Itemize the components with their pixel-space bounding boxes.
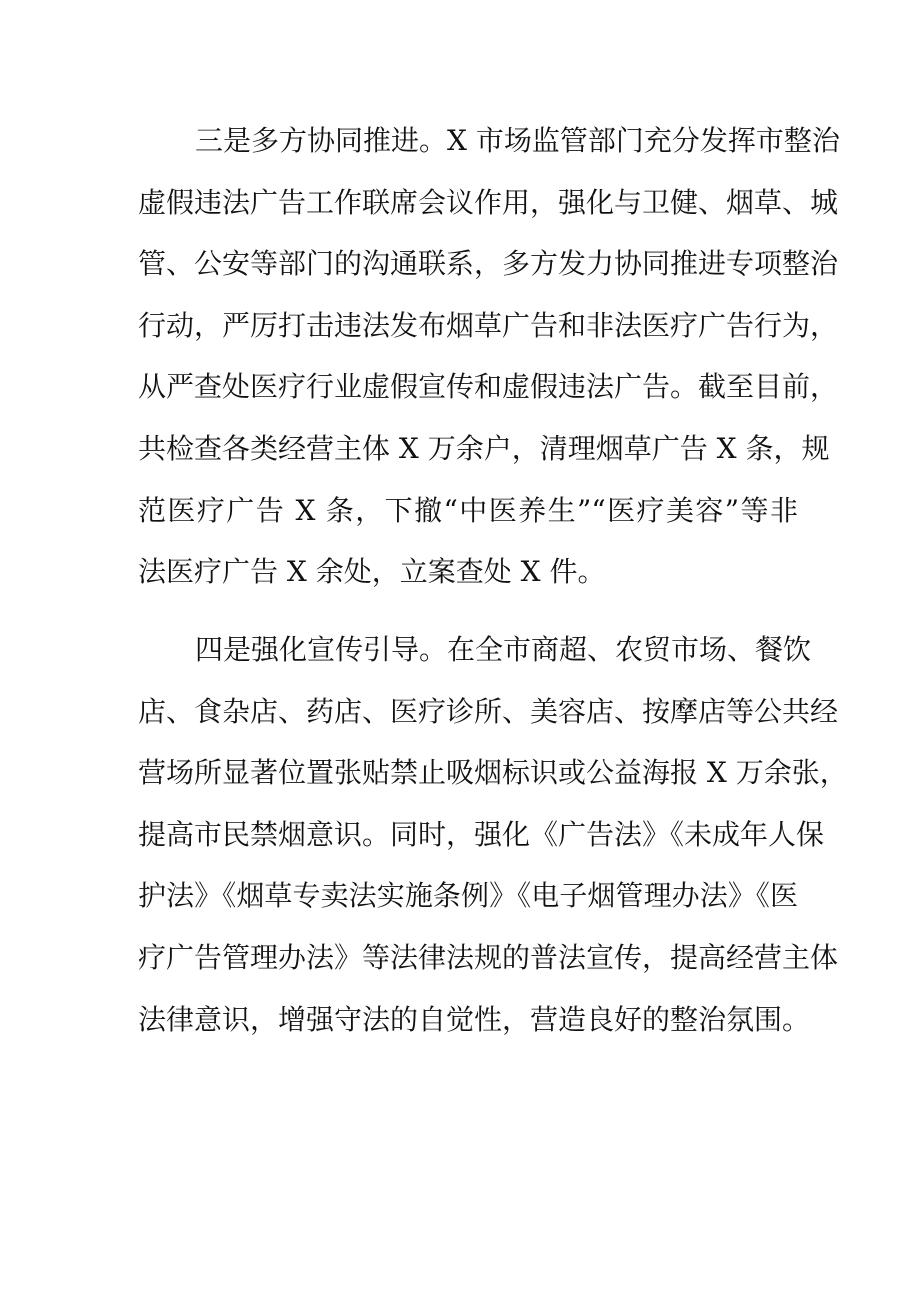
text-line: 三是多方协同推进。X 市场监管部门充分发挥市整治 [195,124,840,157]
text-line: 疗广告管理办法》等法律法规的普法宣传，提高经营主体 [138,940,839,974]
text-line: 护法》《烟草专卖法实施条例》《电子烟管理办法》《医 [138,879,798,913]
text-line: 法医疗广告 X 余处，立案查处 X 件。 [138,555,606,589]
paragraph-multi-party-coordination [138,110,840,603]
text-line: 共检查各类经营主体 X 万余户，清理烟草广告 X 条，规 [138,431,830,465]
text-line: 行动，严厉打击违法发布烟草广告和非法医疗广告行为， [138,308,839,342]
text-line: 管、公安等部门的沟通联系，多方发力协同推进专项整治 [138,247,839,281]
text-line: 法律意识，增强守法的自觉性，营造良好的整治氛围。 [138,1002,811,1036]
text-line: 营场所显著位置张贴禁止吸烟标识或公益海报 X 万余张， [138,756,848,790]
text-line: 虚假违法广告工作联席会议作用，强化与卫健、烟草、城 [138,185,839,219]
text-line: 四是强化宣传引导。在全市商超、农贸市场、餐饮 [195,633,812,666]
text-line: 从严查处医疗行业虚假宣传和虚假违法广告。截至目前， [138,370,839,404]
text-line: 提高市民禁烟意识。同时，强化《广告法》《未成年人保 [138,817,825,851]
text-line: 店、食杂店、药店、医疗诊所、美容店、按摩店等公共经 [138,694,839,728]
text-line: 范医疗广告 X 条，下撤“中医养生”“医疗美容”等非 [138,493,798,527]
paragraph-publicity-guidance [138,619,848,1050]
